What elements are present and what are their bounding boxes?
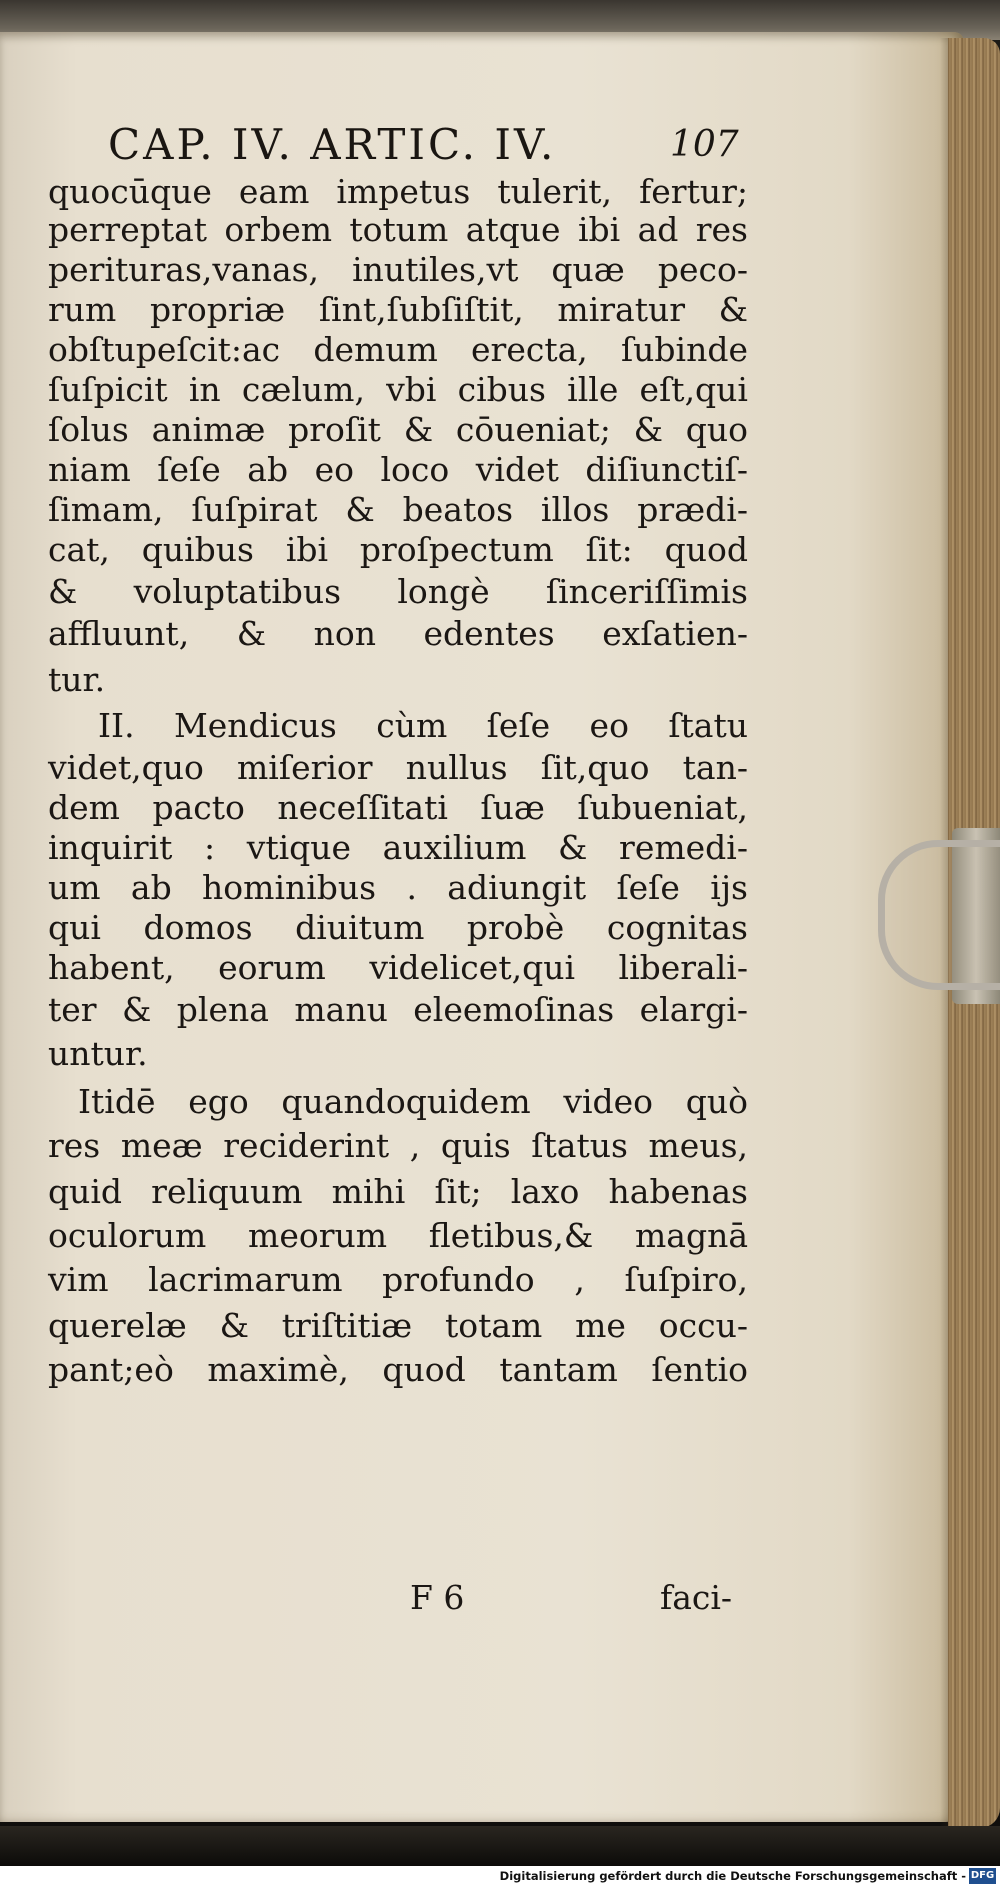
dfg-logo: DFG	[969, 1868, 996, 1884]
text-line: ſuſpicit in cælum, vbi cibus ille eſt,qui	[48, 370, 748, 409]
signature-mark: F 6	[410, 1578, 465, 1617]
text-line: niam ſeſe ab eo loco videt diſiunctiſ-	[48, 450, 748, 489]
text-line: oculorum meorum fletibus,& magnā	[48, 1216, 748, 1255]
text-line: vim lacrimarum profundo , ſuſpiro,	[48, 1260, 748, 1299]
text-line: inquirit : vtique auxilium & remedi-	[48, 828, 748, 867]
paragraph-start-line: II. Mendicus cùm ſeſe eo ſtatu	[98, 706, 748, 745]
text-line: untur.	[48, 1034, 148, 1073]
paragraph-start-line: Itidē ego quandoquidem video quò	[78, 1082, 748, 1121]
page-number: 107	[670, 124, 739, 165]
text-line: perituras,vanas, inutiles,vt quæ peco-	[48, 250, 748, 289]
catchword: faci-	[660, 1578, 733, 1617]
text-line: ſimam, ſuſpirat & beatos illos prædi-	[48, 490, 748, 529]
text-line: quocūque eam impetus tulerit, fertur;	[48, 172, 748, 211]
book-page	[0, 32, 964, 1822]
text-line: quid reliquum mihi ſit; laxo habenas	[48, 1172, 748, 1211]
digitization-credit: Digitalisierung gefördert durch die Deutsche Forschungsgemeinschaft -	[499, 1869, 966, 1883]
book-bottom-edge	[0, 1826, 1000, 1866]
running-head: CAP. IV. ARTIC. IV.	[108, 120, 557, 169]
text-line: dem pacto neceſſitati ſuæ ſubueniat,	[48, 788, 748, 827]
text-line: habent, eorum videlicet,qui liberali-	[48, 948, 748, 987]
text-line: qui domos diuitum probè cognitas	[48, 908, 748, 947]
text-line: perreptat orbem totum atque ibi ad res	[48, 210, 748, 249]
text-line: pant;eò maximè, quod tantam ſentio	[48, 1350, 748, 1389]
text-line: & voluptatibus longè ſinceriſſimis	[48, 572, 748, 611]
text-line: ſolus animæ proſit & cōueniat; & quo	[48, 410, 748, 449]
text-line: tur.	[48, 660, 106, 699]
text-line: videt,quo miſerior nullus ſit,quo tan-	[48, 748, 748, 787]
credit-bar	[0, 1866, 1000, 1889]
text-line: querelæ & triſtitiæ totam me occu-	[48, 1306, 748, 1345]
text-line: cat, quibus ibi proſpectum ſit: quod	[48, 530, 748, 569]
text-line: affluunt, & non edentes exſatien-	[48, 614, 748, 653]
text-line: obſtupeſcit:ac demum erecta, ſubinde	[48, 330, 748, 369]
text-line: um ab hominibus . adiungit ſeſe ijs	[48, 868, 748, 907]
book-clasp	[878, 840, 1000, 990]
text-line: rum propriæ ſint,ſubſiſtit, miratur &	[48, 290, 748, 329]
text-line: ter & plena manu eleemoſinas elargi-	[48, 990, 748, 1029]
text-line: res meæ reciderint , quis ſtatus meus,	[48, 1126, 748, 1165]
